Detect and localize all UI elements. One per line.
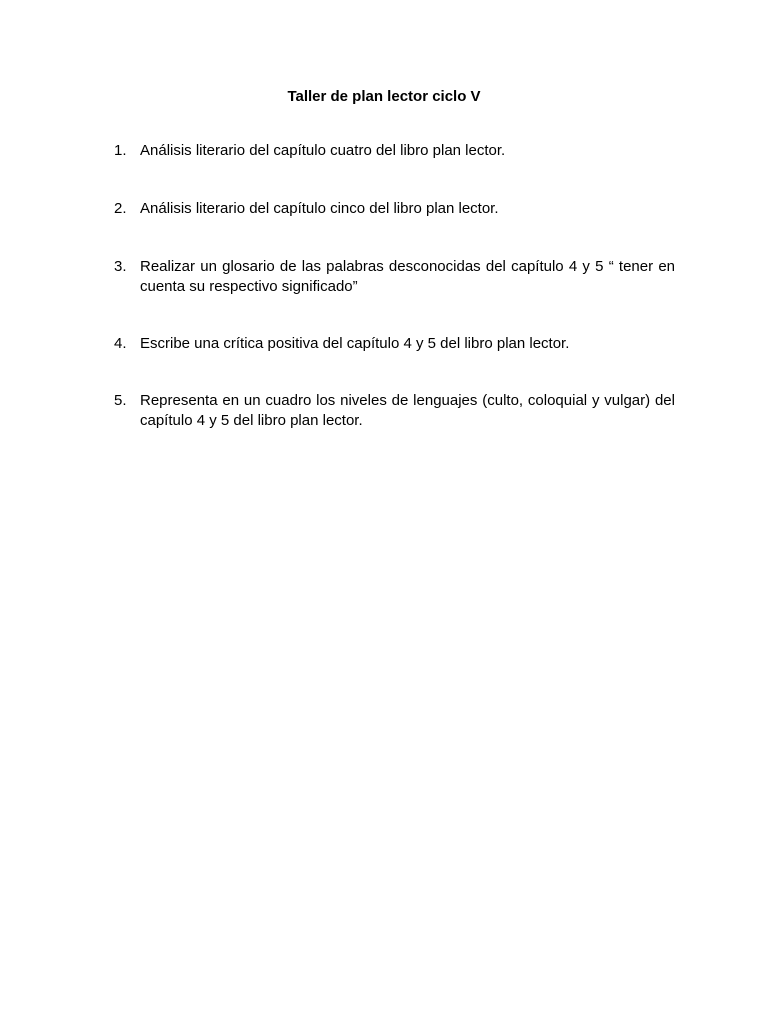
item-number: 5. xyxy=(114,392,127,409)
list-item xyxy=(114,257,675,297)
list-item xyxy=(114,334,675,354)
item-text: Análisis literario del capítulo cinco del libro plan lector. xyxy=(140,200,499,217)
page-title: Taller de plan lector ciclo V xyxy=(287,88,481,105)
item-text: Representa en un cuadro los niveles de lenguajes (culto, coloquial y vulgar) del capítulo 4 y 5 del libro plan lector. xyxy=(140,392,675,429)
item-number: 4. xyxy=(114,335,127,352)
list-item xyxy=(114,141,675,161)
list-item xyxy=(114,391,675,431)
item-text: Análisis literario del capítulo cuatro del libro plan lector. xyxy=(140,142,506,159)
task-list xyxy=(114,141,675,431)
list-item xyxy=(114,199,675,219)
item-number: 3. xyxy=(114,258,127,275)
item-number: 2. xyxy=(114,200,127,217)
item-text: Escribe una crítica positiva del capítulo 4 y 5 del libro plan lector. xyxy=(140,335,570,352)
item-text: Realizar un glosario de las palabras desconocidas del capítulo 4 y 5 “ tener en cuenta su respectivo significado” xyxy=(140,258,675,295)
item-number: 1. xyxy=(114,142,127,159)
